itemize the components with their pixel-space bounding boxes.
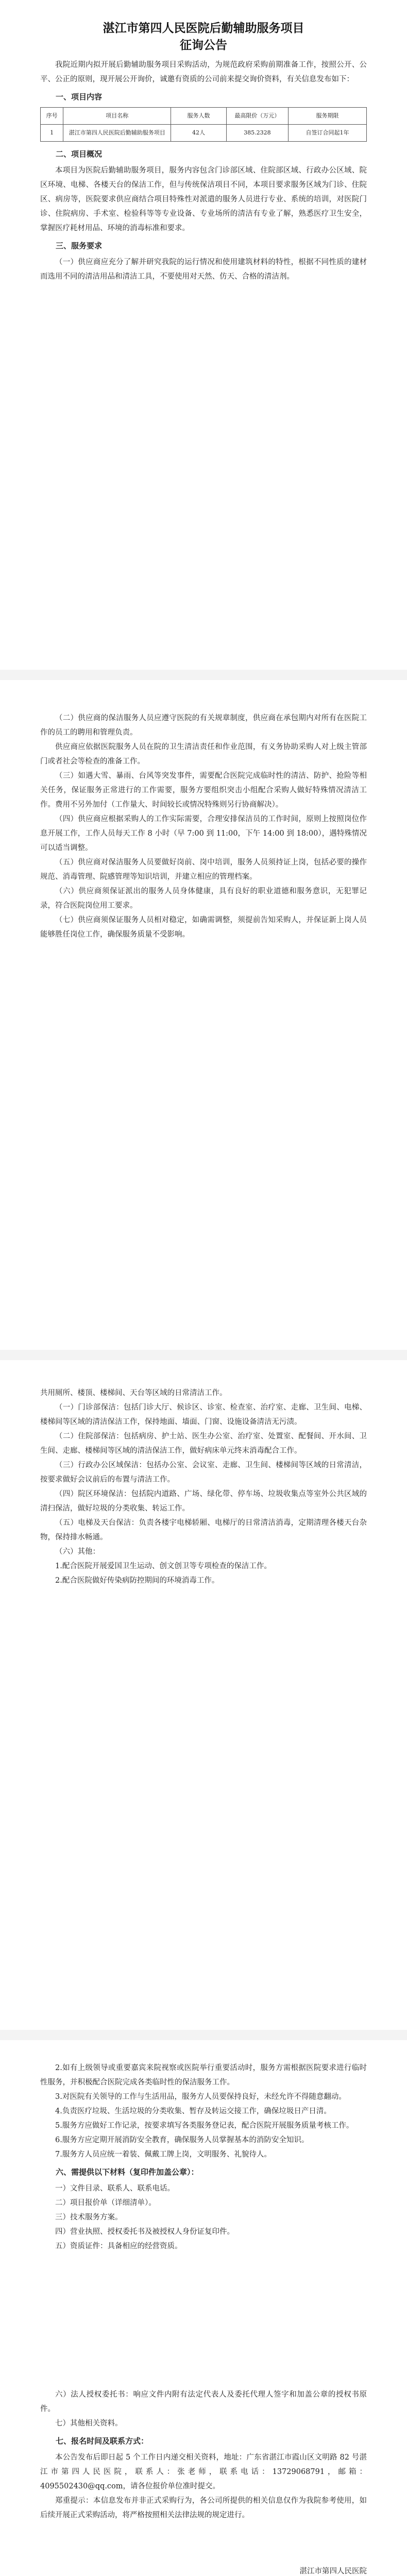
page-gap	[0, 1350, 407, 1360]
table-cell: 自签订合同起1年	[289, 125, 367, 142]
table-row	[41, 125, 367, 142]
section-heading-3: 三、服务要求	[56, 241, 103, 250]
section-heading-6: 六、需提供以下材料（复印件加盖公章）：	[56, 2167, 199, 2177]
table-cell: 42人	[171, 125, 227, 142]
scope-paragraph: （一）门诊部保洁：包括门诊大厅、候诊区、诊室、检查室、治疗室、走廊、卫生间、电梯、楼梯间等区域的清洁保洁工作，保持地面、墙面、门窗、设施设备清洁无污渍。	[40, 1403, 367, 1426]
scope-paragraph: （四）院区环境保洁：包括院内道路、广场、绿化带、停车场、垃圾收集点等室外公共区域的清扫保洁，做好垃圾的分类收集、转运工作。	[40, 1490, 367, 1513]
scope-paragraph: 1.配合医院开展爱国卫生运动、创文创卫等专项检查的保洁工作。	[55, 1562, 272, 1570]
other-paragraph: 2.如有上级领导或重要嘉宾来院视察或医院举行重要活动时，服务方需根据医院要求进行临时性服务，并积极配合医院完成各类临时性的保洁服务工作。	[40, 2064, 367, 2087]
page-4	[0, 2040, 407, 2576]
scope-paragraph: （二）住院部保洁：包括病房、护士站、医生办公室、治疗室、处置室、配餐间、开水间、卫生间、走廊、楼梯间等区域的清洁保洁工作，做好病床单元终末消毒配合工作。	[40, 1432, 367, 1455]
requirement-paragraph: （六）供应商须保证派出的服务人员身体健康，具有良好的职业道德和服务意识，无犯罪记录，符合医院岗位用工要求。	[40, 887, 367, 910]
requirement-paragraph: （五）供应商对保洁服务人员要做好岗前、岗中培训，服务人员须持证上岗，包括必要的操作规范、消毒管理、院感管理等知识培训，并建立相应的管理档案。	[40, 858, 367, 881]
signature: 湛江市第四人民医院	[299, 2567, 367, 2575]
material-item: 四）营业执照、授权委托书及被授权人身份证复印件。	[55, 2228, 234, 2236]
section-heading-1: 一、项目内容	[56, 92, 103, 101]
table-header: 服务期限	[289, 108, 367, 125]
material-item: 三）技术服务方案。	[55, 2213, 123, 2222]
requirement-paragraph: （三）如遇大雪、暴雨、台风等突发事件，需要配合医院完成临时性的清洁、防护、抢险等相关任务，保证服务正常进行的工作需要，服务方要组织突击小组配合采购人做好特殊情况清洁工作。费用不另外加付（工作量大、时间较长或情况特殊则另行协商解决）。	[40, 772, 367, 809]
document-title: 湛江市第四人民医院后勤辅助服务项目	[103, 22, 304, 35]
section-heading-7: 七、报名时间及联系方式：	[56, 2436, 149, 2446]
scope-paragraph: 2.配合医院做好传染病防控期间的环境消毒工作。	[55, 1577, 219, 1585]
scope-paragraph: （三）行政办公区域保洁：包括办公室、会议室、走廊、卫生间、楼梯间等区域的日常清洁，按要求做好会议前后的布置与清洁工作。	[40, 1461, 367, 1484]
table-cell: 1	[41, 125, 63, 142]
requirement-paragraph: （一）供应商应充分了解并研究我院的运行情况和使用建筑材料的特性，根据不同性质的建材而选用不同的清洁用品和清洁工具，不要使用对天然、仿天、合格的清洁剂。	[40, 258, 367, 281]
other-paragraph: 5.服务方应做好工作记录，按要求填写各类服务登记表，配合医院开展服务质量考核工作。	[55, 2122, 354, 2130]
material-item: 七）其他相关资料。	[55, 2419, 123, 2428]
table-cell: 湛江市第四人民医院后勤辅助服务项目	[63, 125, 171, 142]
scope-paragraph: 共用厕所、楼顶、楼梯间、天台等区域的日常清洁工作。	[40, 1389, 227, 1397]
intro-paragraph: 我院近期内拟开展后勤辅助服务项目采购活动，为规范政府采购前期准备工作，按照公开、公平、公正的原则，现开展公开询价，诚邀有资质的公司前来提交询价资料，有关信息发布如下：	[40, 61, 367, 83]
requirement-paragraph: 供应商应依据医院服务人员在院的卫生清洁责任和作业范围，有义务协助采购人对上级主管部门或者社会等检查的准备工作。	[40, 743, 367, 766]
material-item: 五）资质证件：具备相应的经营资质。	[55, 2242, 182, 2250]
other-paragraph: 4.负责医疗垃圾、生活垃圾的分类收集、暂存及转运交接工作，确保垃圾日产日清。	[55, 2107, 331, 2115]
project-table	[40, 107, 367, 142]
other-paragraph: 3.对医院有关领导的工作与生活用品，服务方人员要保持良好，未经允许不得随意翻动。	[55, 2093, 346, 2101]
notice-paragraph: 郑重提示：本信息发布并非正式采购行为，各公司所提供的相关信息仅作为我院参考使用，如后续开展正式采购活动，将严格按照相关法律法规的规定进行。	[40, 2497, 367, 2519]
requirement-paragraph: （二）供应商的保洁服务人员应遵守医院的有关规章制度，供应商在承包期内对所有在医院工作的员工的聘用和管理负责。	[40, 714, 367, 737]
section-heading-2: 二、项目概况	[56, 149, 103, 159]
table-header: 序号	[41, 108, 63, 125]
page-gap	[0, 670, 407, 680]
other-paragraph: 6.服务方应定期开展消防安全教育，确保服务人员掌握基本的消防安全知识。	[55, 2136, 309, 2144]
other-paragraph: 7.服务方人员应统一着装、佩戴工牌上岗，文明服务、礼貌待人。	[55, 2150, 272, 2159]
scope-paragraph: （五）电梯及天台保洁：负责各楼宇电梯轿厢、电梯厅的日常清洁消毒，定期清理各楼天台杂物，保持排水畅通。	[40, 1519, 367, 1541]
scope-paragraph: （六）其他：	[55, 1548, 100, 1556]
page-3	[0, 1360, 407, 2030]
material-item: 一）文件目录、联系人、联系电话。	[55, 2184, 175, 2193]
page-gap	[0, 2030, 407, 2040]
requirement-paragraph: （七）供应商须保证服务人员相对稳定，如确需调整，须提前告知采购人，并保证新上岗人员能够胜任岗位工作，确保服务质量不受影响。	[40, 916, 367, 939]
contact-paragraph: 本公告发布后即日起 5 个工作日内递交相关资料，地址：广东省湛江市霞山区文明路 82 号湛江市第四人民医院，联系人：张老师，联系电话：13729068791，邮箱：4095502430@qq.com，请各位报价单位准时提交。	[40, 2453, 367, 2490]
table-header: 服务人数	[171, 108, 227, 125]
overview-paragraph: 本项目为医院后勤辅助服务项目，服务内容包含门诊部区域、住院部区域、行政办公区域、院区环境、电梯、各楼天台的保洁工作，但与传统保洁项目不同，本项目要求服务区域为门诊、住院区、病房等，医院要求供应商结合项目特殊性对派遣的服务人员进行专业、系统的培训，对医院门诊、住院病房、手术室、检验科等等专业设备、专业场所的清洁有专业了解，熟悉医疗卫生安全，掌握医疗耗材用品、环境的消毒标准和要求。	[40, 166, 367, 232]
material-item: 二）项目报价单（详细清单）。	[55, 2199, 156, 2207]
material-item: 六）法人授权委托书：响应文件内附有法定代表人及委托代理人签字和加盖公章的授权书原件。	[40, 2391, 367, 2413]
table-header: 项目名称	[63, 108, 171, 125]
table-cell: 385.2328	[226, 125, 288, 142]
document-subtitle: 征询公告	[180, 39, 227, 52]
table-header-row	[41, 108, 367, 125]
page-2	[0, 680, 407, 1350]
table-header: 最高限价（万元）	[226, 108, 288, 125]
requirement-paragraph: （四）供应商应根据采购人的工作实际需要，合理安排保洁员的工作时间，原则上按照岗位作息开展工作，工作人员每天工作 8 小时（早 7:00 到 11:00，下午 14:00 到 18:00），遇特殊情况可以适当调整。	[40, 815, 367, 852]
page-1	[0, 0, 407, 670]
